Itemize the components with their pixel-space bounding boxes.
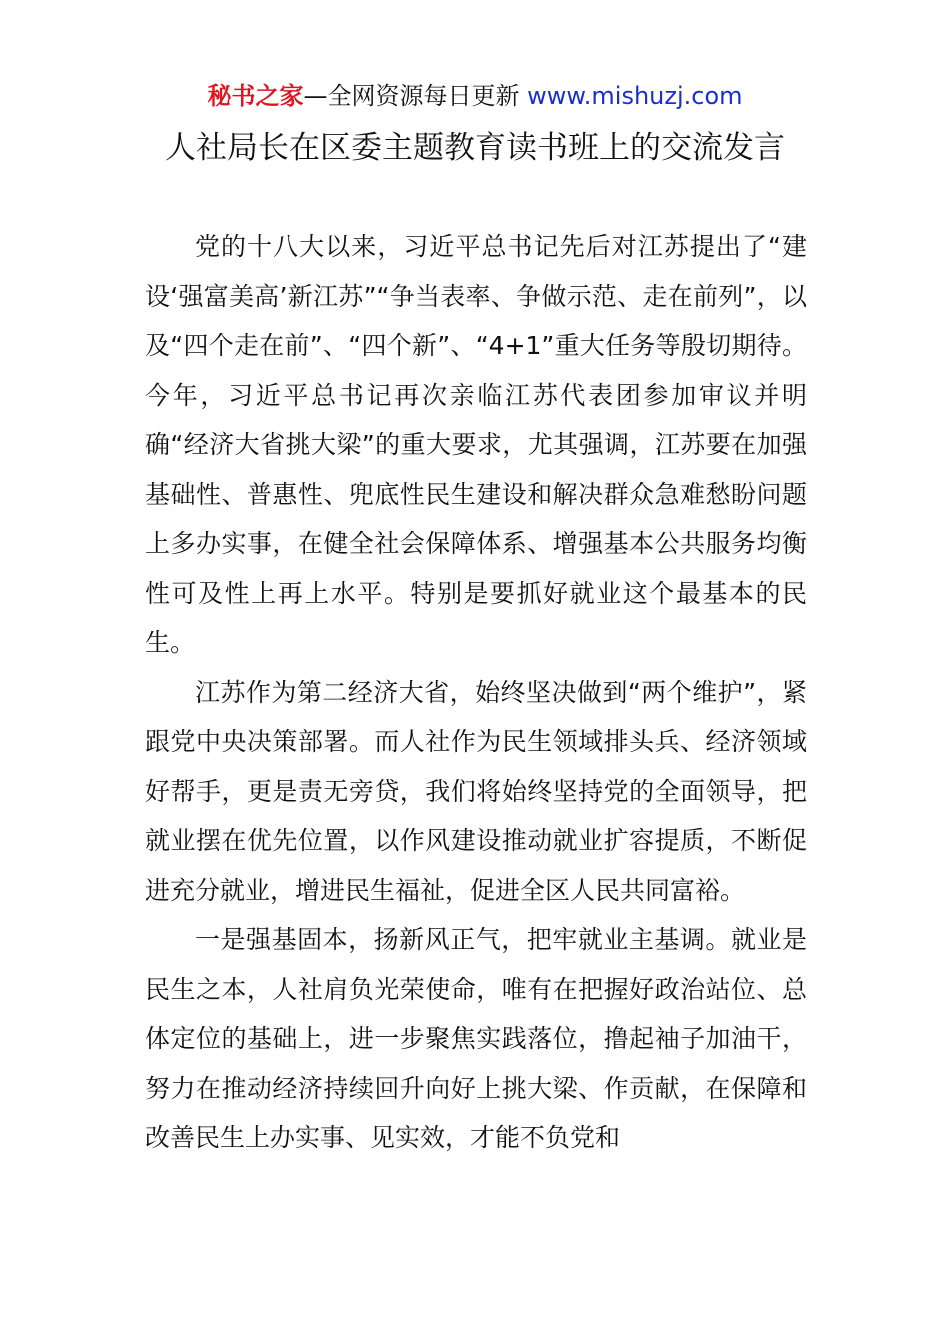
document-title: 人社局长在区委主题教育读书班上的交流发言 bbox=[165, 130, 785, 166]
header-tagline: —全网资源每日更新 bbox=[303, 82, 528, 110]
brand-name: 秘书之家 bbox=[207, 82, 304, 110]
website-link[interactable]: www.mishuzj.com bbox=[527, 82, 743, 110]
paragraph-3: 一是强基固本，扬新风正气，把牢就业主基调。就业是民生之本，人社肩负光荣使命，唯有在把握好政治站位、总体定位的基础上，进一步聚焦实践落位，撸起袖子加油干，努力在推动经济持续回升向好上挑大梁、作贡献，在保障和改善民生上办实事、见实效，才能不负党和 bbox=[145, 925, 807, 1152]
document-body bbox=[145, 222, 807, 1163]
paragraph-2: 江苏作为第二经济大省，始终坚决做到“两个维护”，紧跟党中央决策部署。而人社作为民生领域排头兵、经济领域好帮手，更是责无旁贷，我们将始终坚持党的全面领导，把就业摆在优先位置，以作风建设推动就业扩容提质，不断促进充分就业，增进民生福祉，促进全区人民共同富裕。 bbox=[145, 677, 807, 905]
paragraph-1: 党的十八大以来，习近平总书记先后对江苏提出了“建设‘强富美高’新江苏”“争当表率、争做示范、走在前列”，以及“四个走在前”、“四个新”、“4+1”重大任务等殷切期待。今年，习近平总书记再次亲临江苏代表团参加审议并明确“经济大省挑大梁”的重大要求，尤其强调，江苏要在加强基础性、普惠性、兜底性民生建设和解决群众急难愁盼问题上多办实事，在健全社会保障体系、增强基本公共服务均衡性可及性上再上水平。特别是要抓好就业这个最基本的民生。 bbox=[145, 232, 807, 657]
site-header bbox=[0, 80, 950, 112]
